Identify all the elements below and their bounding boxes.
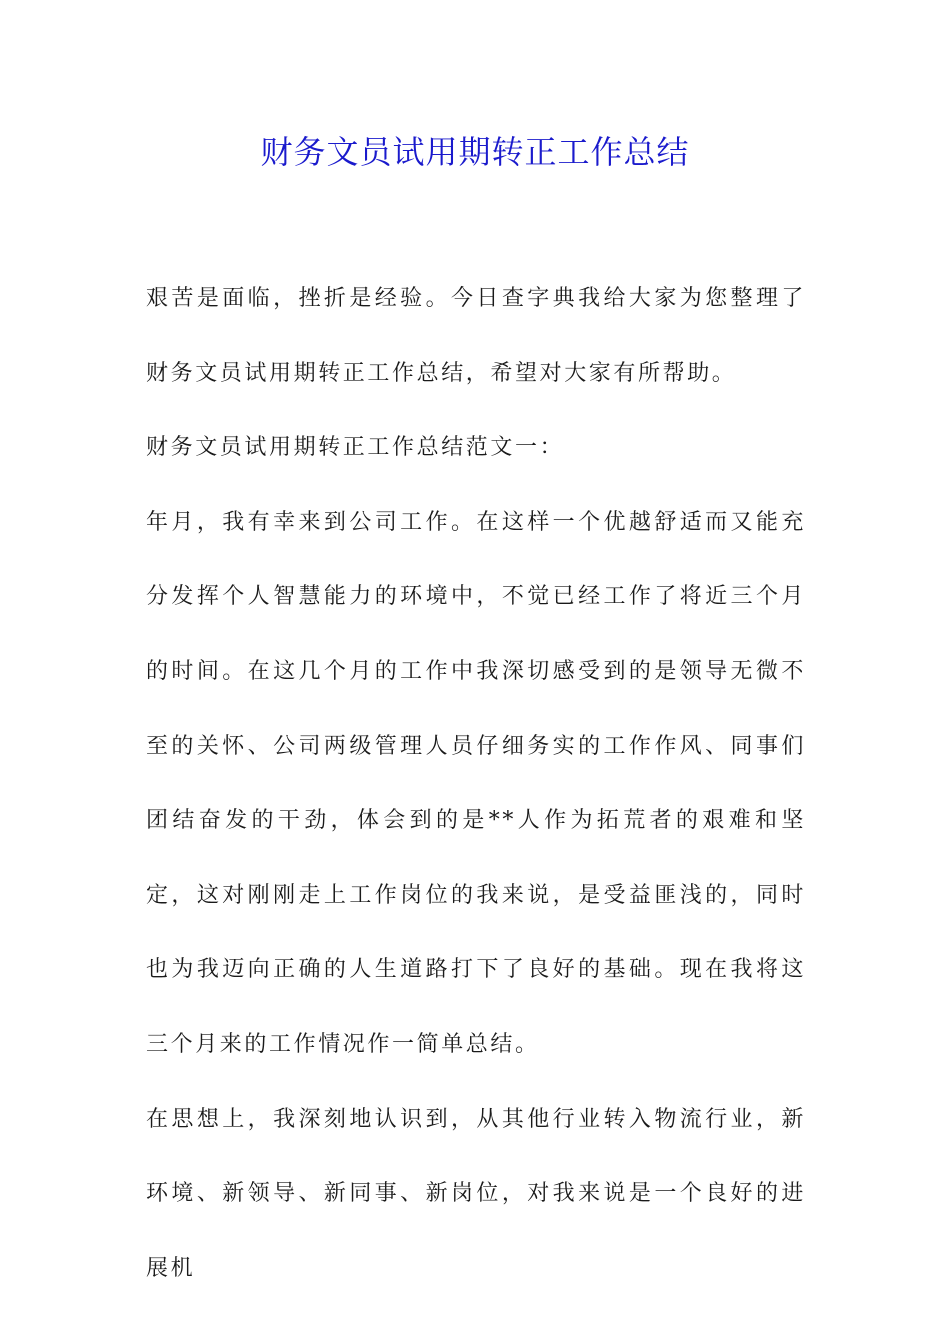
document-body bbox=[146, 262, 806, 1306]
paragraph-work-experience: 年月，我有幸来到公司工作。在这样一个优越舒适而又能充分发挥个人智慧能力的环境中，不觉已经工作了将近三个月的时间。在这几个月的工作中我深切感受到的是领导无微不至的关怀、公司两级管理人员仔细务实的工作作风、同事们团结奋发的干劲，体会到的是**人作为拓荒者的艰难和坚定，这对刚刚走上工作岗位的我来说，是受益匪浅的，同时也为我迈向正确的人生道路打下了良好的基础。现在我将这三个月来的工作情况作一简单总结。 bbox=[146, 509, 806, 1057]
paragraph-thinking: 在思想上，我深刻地认识到，从其他行业转入物流行业，新环境、新领导、新同事、新岗位，对我来说是一个良好的进展机 bbox=[146, 1106, 806, 1281]
paragraph-sample-heading: 财务文员试用期转正工作总结范文一： bbox=[146, 435, 565, 461]
paragraph-intro: 艰苦是面临，挫折是经验。今日查字典我给大家为您整理了财务文员试用期转正工作总结，希望对大家有所帮助。 bbox=[146, 286, 806, 386]
document-title: 财务文员试用期转正工作总结 bbox=[260, 133, 690, 171]
